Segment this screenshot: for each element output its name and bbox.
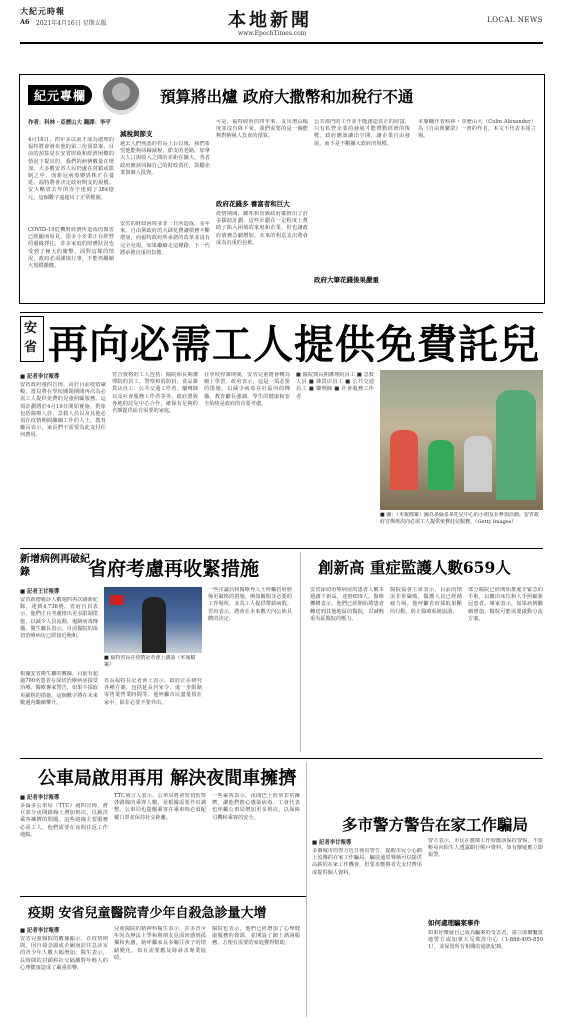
photo-teacher-figure <box>496 390 536 500</box>
column-divider <box>300 552 301 752</box>
lead-headline: 再向必需工人提供免費託兒 <box>48 321 540 368</box>
column-label <box>28 85 92 105</box>
column-paragraph: COVID-19危機對經濟所造成的傷害已經顯而易見，很多小企業正在經營的邊緣掙扎，許多家庭的財務狀況也受到了極大的衝擊。面對這樣的情況，政府必須謹慎行事，不能再繼續大規模撒錢。 <box>28 227 114 270</box>
photo-speaker-figure <box>142 597 166 653</box>
masthead-rule <box>20 42 543 44</box>
lead-tag <box>20 316 44 362</box>
story2-paragraph: 根據安省衛生廳的數據，目前有超過700名患者在深切治療病房接受治療。醫療專家警告，如果不採取更嚴格的措施，這個數字將在未來數週內繼續攀升。 <box>20 671 98 706</box>
story5-subhead: 如何處理騙案事件 <box>428 919 480 927</box>
photo-flag <box>110 595 124 605</box>
story2-paragraph: 一些市議員和醫療界人士呼籲省府頒佈更嚴格的措施，例如關閉非必要的工作場所，並為工人提供帶薪病假。省府表示，將會在未來數天內公佈具體的決定。 <box>208 587 292 622</box>
issue-date: 2021年4月16日 星期五版 <box>36 20 107 27</box>
story6-paragraph: 兒童醫院的精神科醫生表示，許多青少年因為無法上學和與朋友見面而感到孤獨和焦慮。她呼籲家長多關注孩子的情緒變化，如有需要應及時尋求專業協助。 <box>114 926 206 961</box>
story6-paragraph: 安省兒童醫院的數據顯示，在疫情期間，因自殺念頭或企圖而前往急診室的青少年人數大幅增加。醫生表示，長時間的封鎖和社交隔離對年輕人的心理健康造成了嚴重影響。 <box>20 936 108 971</box>
column-subhead: 政府花錢多 養富者和巨大 <box>216 200 290 208</box>
story6-headline: 疫期 安省兒童醫院青少年自殺急診量大增 <box>28 906 267 921</box>
section-title: 本地新聞 <box>228 10 312 31</box>
section-english: LOCAL NEWS <box>487 16 543 24</box>
story6-rule <box>20 896 306 897</box>
lead-paragraph: 安省政府週四宣佈，由於目前疫情嚴峻，當局將在學校關閉期間再次為必需工人提供免費的兒童照顧服務。這項計劃將於4月19日開始實施，對象包括醫療人員、急救人員以及其他必須在疫情期間繼續工作的人士。教育廳長表示，家長們不需要為此支付任何費用。 <box>20 382 106 439</box>
story6-byline: ■ 記者李甘報導 <box>20 928 60 934</box>
photo-child-figure <box>464 436 492 492</box>
story4-headline: 公車局啟用再用 解決夜間車擁擠 <box>38 768 297 789</box>
column-subhead: 減稅與節支 <box>120 130 153 138</box>
story4-rule <box>20 758 543 759</box>
story4-paragraph: TTC發言人表示，公車局將會密切監察各路線的乘客人數，並根據需要作出調整。公車局也提醒乘客在乘車時必須配戴口罩並保持社交距離。 <box>114 793 206 821</box>
story4-paragraph: 一些乘客表示，夜間巴士經常非常擁擠，讓他們擔心感染病毒。工會代表也呼籲公車局增加更多班次，以保障司機和乘客的安全。 <box>212 793 300 821</box>
lead-list: ■ 醫院與長期護理院員工 ■ 急救人員 ■ 雜貨店員工 ■ 公共交通員工 ■ 藥劑師 ■ 社會服務工作者 <box>296 372 374 400</box>
column-box <box>19 74 545 304</box>
story3-headline: 創新高 重症監護人數659人 <box>318 558 511 577</box>
story2-rule <box>20 548 543 549</box>
column-divider <box>306 762 307 1017</box>
column-paragraph: 可是，福特政府的四年來，支出增長幅度並沒有降下來。我們需要的是一個能夠對納稅人負責的預算。 <box>216 119 308 140</box>
story2-paragraph: 安省新增確診人數週四再次刷新紀錄，達到4,736例。省府官員表示，他們正在考慮推出更多限制措施，以減少人員流動，遏制病毒傳播。衛生廳長表示，目前醫院的深切治療病房已經接近飽和。 <box>20 597 98 640</box>
lead-byline: ■ 記者李甘報導 <box>20 374 60 380</box>
story6-paragraph: 醫院也表示，他們已經增加了心理健康服務的資源，並開設了網上諮詢服務，方便有需要的家庭獲得幫助。 <box>212 926 300 947</box>
lead-paragraph: 在學校停課期間，安省兒童將會轉為網上學習。政府表示，這是一項必要的措施，以減少病毒在社區內的傳播。教育廳長強調，學生的健康和安全始終是政府的首要考慮。 <box>204 372 290 407</box>
photo-child-figure <box>428 440 454 490</box>
story2-caption: ■ 福特省長在疫情記者會上講話（本報檔案） <box>104 655 196 668</box>
story4-byline: ■ 記者李甘報導 <box>20 795 60 801</box>
story2-paragraph: 省長福特在記者會上表示，政府正在研究各種方案，包括延長居家令、進一步限制零售業營業時間等。他呼籲市民盡量留在家中，除非必要不要外出。 <box>104 678 202 706</box>
column-paragraph: 本專欄作者科林・亞歷山大（Colin Alexander）為《自由與繁榮》一書的作者。本文不代表本報立場。 <box>418 119 536 140</box>
lead-photo <box>380 370 543 510</box>
column-paragraph: 公共部門的工作並不能創造真正的財富，只有私營企業的發展才能帶動經濟的復甦。政府應該讓出空間，讓企業自由發展，而不是不斷擴大政府的規模。 <box>314 119 410 147</box>
story5-paragraph: 警方表示，市民在應徵工作時應該保持警惕，不要輕易向陌生人透露銀行帳戶資料，如有懷疑應立即報警。 <box>428 838 543 859</box>
column-paragraph: 過去人們熟悉的省長上台以後，我們希望他能夠回歸減稅、節支的老路。加拿大人口與收入之間的差距在擴大，各省政府應該回歸自己的財政責任，鼓勵企業與個人投資。 <box>120 141 210 176</box>
story2-byline: ■ 記者王甘報導 <box>20 589 60 595</box>
story2-photo <box>104 587 202 653</box>
story3-paragraph: 醫院協會主席表示，目前的情況非常嚴峻，醫護人員已經精疲力竭。他呼籲省府採取果斷的行動，防止醫療系統崩潰。 <box>390 587 462 615</box>
story3-paragraph: 部分醫院已經開始推遲非緊急的手術，以騰出床位和人手照顧新冠患者。專家表示，如果病例繼續增加，醫院可能需要啟動分流方案。 <box>468 587 543 622</box>
column-subhead: 政府大筆花錢後果嚴重 <box>314 276 379 284</box>
photo-child-figure <box>390 430 418 490</box>
column-headline: 預算將出爐 政府大撒幣和加稅行不通 <box>160 87 414 106</box>
column-label-text: 紀元專欄 <box>34 89 87 103</box>
page-number: A6 <box>20 18 30 26</box>
masthead <box>0 0 563 56</box>
column-paragraph: 疫情期間，聯邦和省級政府都推出了許多援助計劃，這些計劃在一定程度上幫助了陷入困境的家庭和企業，但也讓政府債務急劇增加。未來的利息支出將會成為沉重的包袱。 <box>216 211 308 246</box>
story5-paragraph: 如果你懷疑自己成為騙案的受害者，請立即聯繫當地警方或加拿大反欺詐中心（1-888-495-8501），並保留所有相關的通訊紀錄。 <box>428 930 543 951</box>
lead-tag-text: 安省 <box>24 321 38 355</box>
story5-paragraph: 多個城市的警方近日發出警告，提醒市民小心網上流傳的在家工作騙局。騙徒通常聲稱可以提供高薪的在家工作機會，但要求應徵者先支付費用或提供個人資料。 <box>312 848 422 876</box>
story5-headline: 多市警方警告在家工作騙局 <box>342 815 529 834</box>
story3-paragraph: 安省深切治療病房的患者人數本週創下新高，達到659人。醫療機構表示，他們已經開始將患者轉送到其他地區的醫院，以減輕重災區醫院的壓力。 <box>310 587 384 622</box>
column-paragraph: 安省的財政困境並非一日所造成。多年來，自由黨政府的大肆花費讓債務不斷增加，而福特政府所承諾的改革並沒有完全兌現。如果繼續走這條路，下一代將承擔沉重的負擔。 <box>120 221 210 256</box>
lead-paragraph: 符合資格的工人包括：醫院和長期護理院的員工、警察和消防員、食品雜貨店員工、公共交通工作者、藥劑師以及社會服務工作者等等。政府將與各地的託兒中心合作，確保有足夠的名額提供給有需要的家庭。 <box>112 372 198 415</box>
story4-paragraph: 多倫多公車局（TTC）週四宣佈，將在部分夜間路線上增加班次，以解決乘客擁擠的問題。這些路線主要服務必需工人，他們需要在夜間往返工作地點。 <box>20 803 108 838</box>
story5-byline: ■ 記者李甘報導 <box>312 840 352 846</box>
column-paragraph: 4月18日，四年多以前才成為總理的福特將會發布他的第三份預算案，目前的預算是在安省財政和經濟困難的情況下提出的。我們的病例數量在增加，大多數安省人民仍處在封鎖或限制之中，而新冠病毒變異株正在蔓延。福特將會決定政府開支的規模。安大略省去年的赤字達到了384億元，這個數字遠超出了正常範圍。 <box>28 137 114 201</box>
site-url[interactable]: www.EpochTimes.com <box>238 30 307 37</box>
column-byline: 作者：科林・亞歷山大 翻譯：李平 <box>28 120 111 126</box>
lead-caption: ■ 圖：（本報檔案）圖為多倫多某托兒中心的小朋友在參加活動。安省政府宣佈再次向必需工人提供免費託兒服務。（Getty Images） <box>380 512 539 525</box>
story2-headline: 省府考慮再收緊措施 <box>88 558 260 580</box>
story2-kicker: 新增病例再破紀錄 <box>20 554 90 578</box>
brand-logo: 大紀元時報 <box>20 6 65 16</box>
author-portrait <box>102 77 140 115</box>
